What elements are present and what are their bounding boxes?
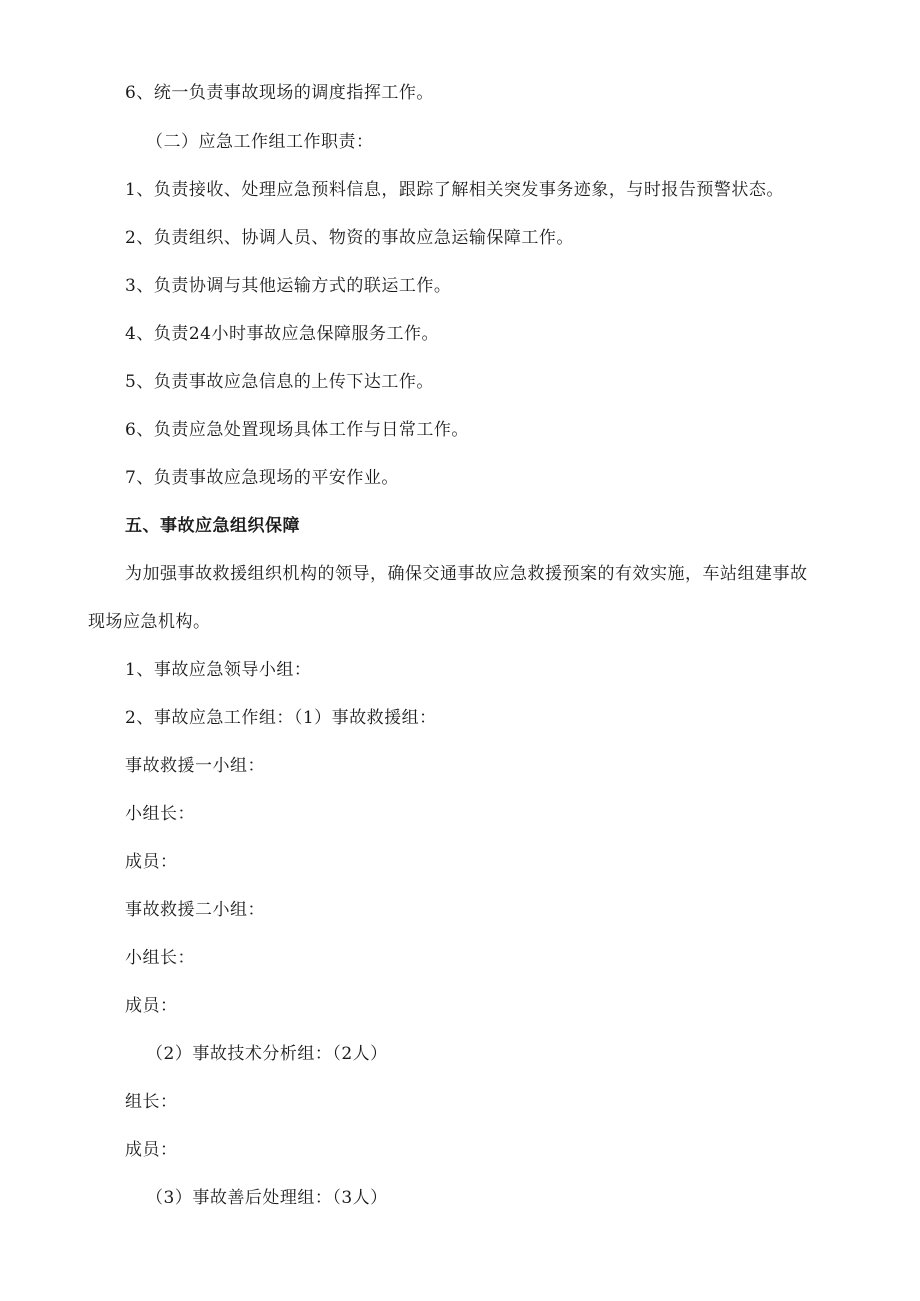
- technical-analysis-group-label: （2）事故技术分析组：（2人）: [146, 1044, 388, 1064]
- section-heading-organization-support: 五、事故应急组织保障: [125, 516, 300, 536]
- working-group-duty-7: 7、负责事故应急现场的平安作业。: [125, 468, 399, 488]
- rescue-team-1-members-label: 成员：: [125, 852, 178, 872]
- rescue-team-2-leader-label: 小组长：: [125, 948, 195, 968]
- technical-analysis-members-label: 成员：: [125, 1140, 178, 1160]
- working-group-duty-2: 2、负责组织、协调人员、物资的事故应急运输保障工作。: [125, 228, 574, 248]
- working-group-duty-1: 1、负责接收、处理应急预料信息，跟踪了解相关突发事务迹象，与时报告预警状态。: [125, 180, 784, 200]
- rescue-team-2-members-label: 成员：: [125, 996, 178, 1016]
- rescue-team-2-label: 事故救援二小组：: [125, 900, 265, 920]
- paragraph-organization-line-1: 为加强事故救援组织机构的领导，确保交通事故应急救援预案的有效实施，车站组建事故: [125, 564, 808, 584]
- working-group-duty-3: 3、负责协调与其他运输方式的联运工作。: [125, 276, 452, 296]
- duty-item-6-dispatch: 6、统一负责事故现场的调度指挥工作。: [125, 83, 434, 103]
- working-group-duty-5: 5、负责事故应急信息的上传下达工作。: [125, 372, 434, 392]
- rescue-team-1-label: 事故救援一小组：: [125, 756, 265, 776]
- technical-analysis-leader-label: 组长：: [125, 1092, 178, 1112]
- section-heading-working-group-duties: （二）应急工作组工作职责：: [146, 132, 374, 152]
- aftermath-handling-group-label: （3）事故善后处理组：（3人）: [146, 1188, 388, 1208]
- rescue-team-1-leader-label: 小组长：: [125, 804, 195, 824]
- paragraph-organization-line-2: 现场应急机构。: [88, 612, 211, 632]
- working-group-duty-4: 4、负责24小时事故应急保障服务工作。: [125, 324, 439, 344]
- working-group-duty-6: 6、负责应急处置现场具体工作与日常工作。: [125, 420, 469, 440]
- leadership-group-label: 1、事故应急领导小组：: [125, 660, 312, 680]
- working-group-rescue-label: 2、事故应急工作组：（1）事故救援组：: [125, 708, 437, 728]
